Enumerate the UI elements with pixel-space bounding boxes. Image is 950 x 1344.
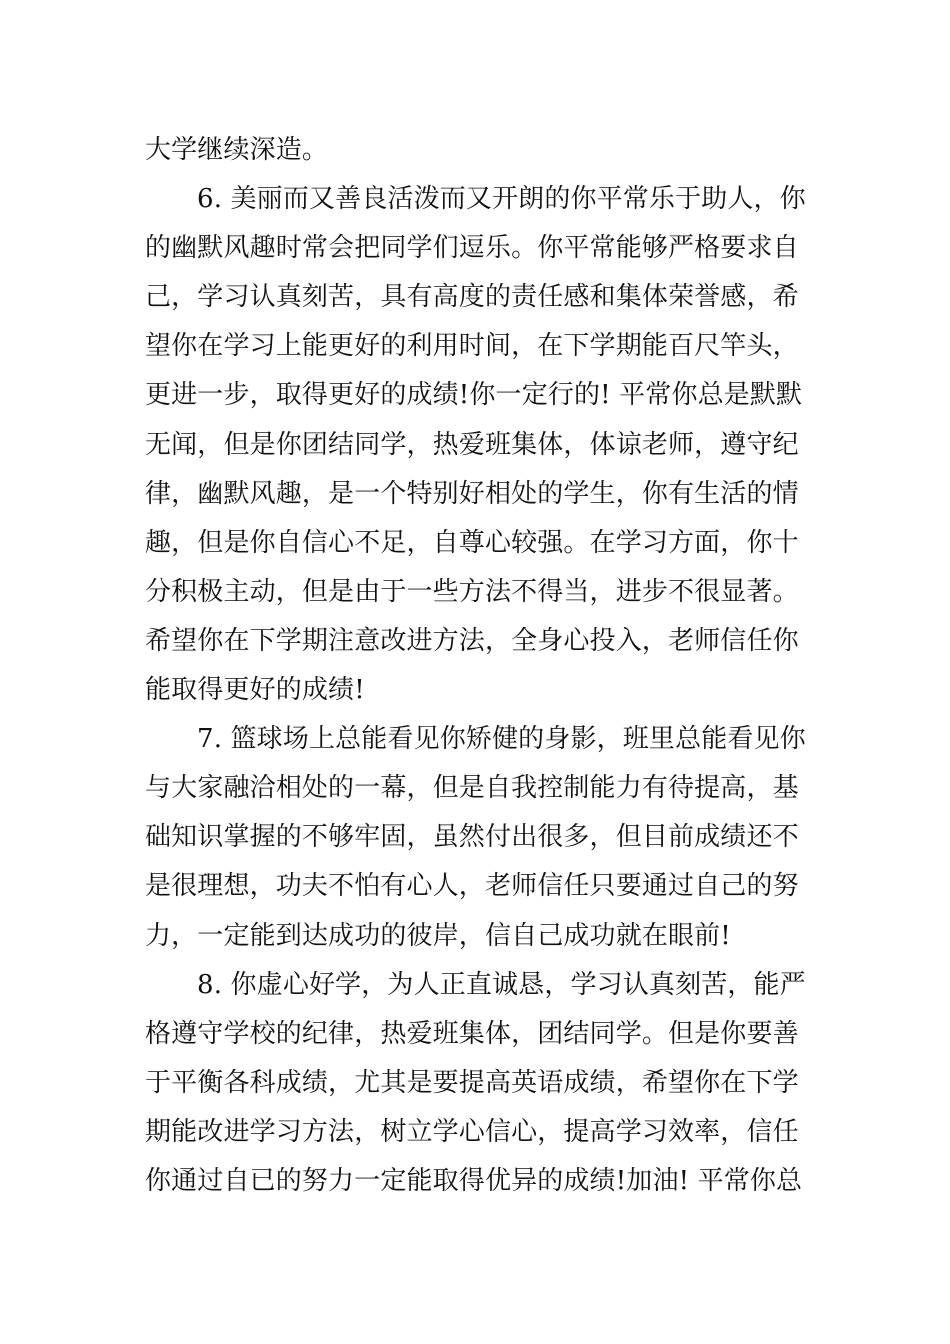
text-line: 础知识掌握的不够牢固，虽然付出很多，但目前成绩还不 [145,822,799,853]
text-line: 期能改进学习方法，树立学心信心，提高学习效率，信任 [145,1116,799,1147]
paragraph-7-first-line: 7. 篮球场上总能看见你矫健的身影，班里总能看见你 [197,724,806,755]
text-line: 律，幽默风趣，是一个特别好相处的学生，你有生活的情 [145,478,799,509]
text-line: 的幽默风趣时常会把同学们逗乐。你平常能够严格要求自 [145,233,799,264]
paragraph-8-first-line: 8. 你虚心好学，为人正直诚恳，学习认真刻苦，能严 [197,969,806,1000]
text-line: 于平衡各科成绩，尤其是要提高英语成绩，希望你在下学 [145,1067,799,1098]
text-line: 能取得更好的成绩! [145,675,365,706]
text-line: 望你在学习上能更好的利用时间，在下学期能百尺竿头， [145,331,799,362]
text-line: 己，学习认真刻苦，具有高度的责任感和集体荣誉感，希 [145,282,799,313]
paragraph-6-first-line: 6. 美丽而又善良活泼而又开朗的你平常乐于助人，你 [197,184,806,215]
text-line: 是很理想，功夫不怕有心人，老师信任只要通过自己的努 [145,871,799,902]
text-line: 与大家融洽相处的一幕，但是自我控制能力有待提高，基 [145,773,799,804]
text-line: 大学继续深造。 [145,135,329,165]
comment-text-block [145,126,810,1206]
text-line: 你通过自已的努力一定能取得优异的成绩!加油! 平常你总 [145,1165,803,1196]
text-line: 希望你在下学期注意改进方法，全身心投入，老师信任你 [145,625,799,656]
text-line: 无闻，但是你团结同学，热爱班集体，体谅老师，遵守纪 [145,429,799,460]
text-line: 更进一步，取得更好的成绩!你一定行的! 平常你总是默默 [145,380,803,411]
text-line: 分积极主动，但是由于一些方法不得当，进步不很显著。 [145,576,799,607]
text-line: 力，一定能到达成功的彼岸，信自己成功就在眼前! [145,920,731,951]
text-line: 趣，但是你自信心不足，自尊心较强。在学习方面，你十 [145,527,799,558]
text-line: 格遵守学校的纪律，热爱班集体，团结同学。但是你要善 [145,1018,799,1049]
